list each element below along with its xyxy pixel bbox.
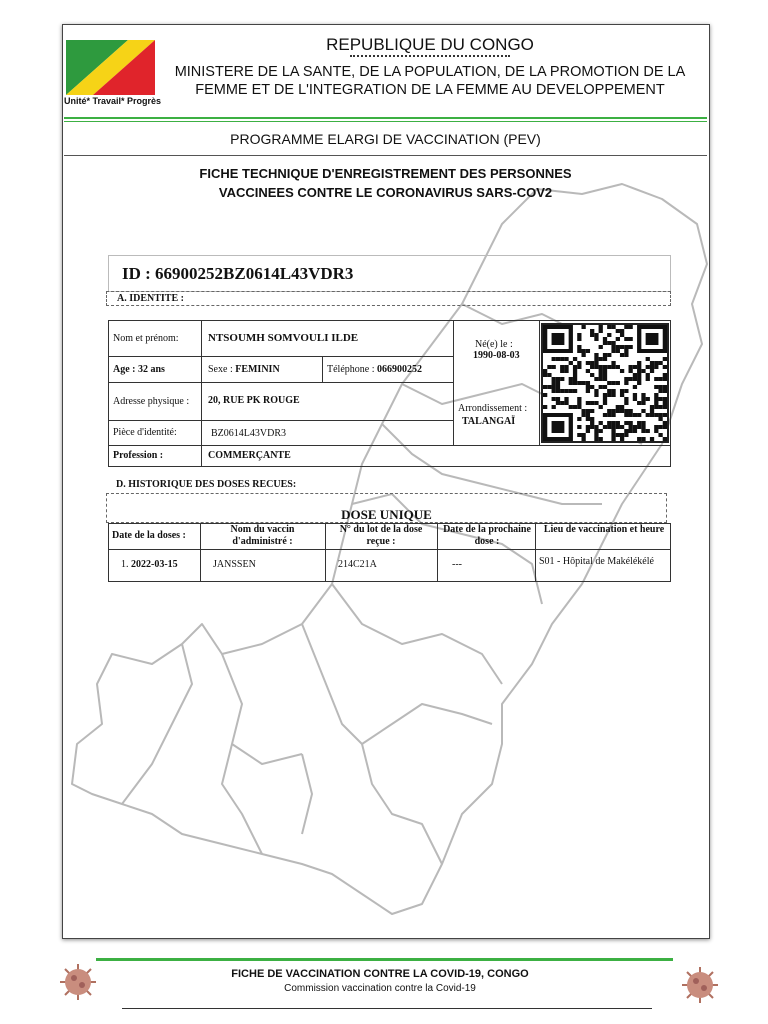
- table-divider: [535, 523, 536, 582]
- id-document-label: Pièce d'identité:: [113, 427, 177, 438]
- header-place: Lieu de vaccination et heure: [543, 524, 665, 535]
- age-text: Age : 32 ans: [113, 364, 165, 375]
- dose-row-lot: 214C21A: [338, 559, 377, 570]
- arrondissement-label: Arrondissement :: [458, 403, 528, 414]
- sex-field: [208, 364, 280, 375]
- sex-label: Sexe :: [208, 364, 233, 375]
- dose-row-date: [121, 559, 178, 570]
- national-motto: Unité* Travail* Progrès: [64, 96, 162, 106]
- address-label: Adresse physique :: [113, 396, 190, 407]
- programme-title: PROGRAMME ELARGI DE VACCINATION (PEV): [230, 131, 541, 147]
- header-date: Date de la doses :: [112, 530, 186, 541]
- table-divider: [539, 320, 540, 445]
- record-id: ID : 66900252BZ0614L43VDR3: [122, 264, 354, 283]
- name-label: Nom et prénom:: [113, 333, 179, 344]
- born-label: Né(e) le :: [475, 339, 513, 350]
- header-next-dose: Date de la prochaine dose :: [443, 524, 531, 547]
- footer-subtitle: Commission vaccination contre la Covid-19: [284, 983, 476, 994]
- programme-divider: [64, 155, 707, 156]
- footer-green-line: [96, 958, 673, 961]
- dose-row-next: ---: [452, 559, 462, 570]
- phone-field: [327, 364, 422, 375]
- identity-section-label: A. IDENTITE :: [106, 291, 671, 306]
- congo-flag: [66, 40, 155, 95]
- table-divider: [108, 382, 453, 383]
- dose-row-index: 1.: [121, 559, 129, 570]
- profession-label: Profession :: [113, 450, 164, 461]
- qr-pattern: [543, 325, 667, 441]
- phone-value: 066900252: [376, 364, 422, 375]
- dose-row-date-value: 2022-03-15: [131, 559, 178, 570]
- virus-icon-left: [58, 962, 98, 1002]
- arrondissement-value: TALANGAÏ: [462, 416, 516, 427]
- title-divider: [350, 55, 510, 57]
- dose-row-place: S01 - Hôpital de Makélékélé: [539, 556, 654, 567]
- id-document-value: BZ0614L43VDR3: [211, 428, 286, 439]
- virus-icon-right: [680, 965, 720, 1005]
- phone-label: Téléphone :: [327, 364, 375, 375]
- ministry-title: [160, 63, 700, 99]
- history-title: DOSE UNIQUE: [341, 507, 432, 522]
- footer-title: FICHE DE VACCINATION CONTRE LA COVID-19, CONGO: [231, 968, 529, 980]
- table-divider: [437, 523, 438, 582]
- republic-title: REPUBLIQUE DU CONGO: [326, 35, 534, 54]
- green-separator: [64, 117, 707, 119]
- ministry-line-2: FEMME ET DE L'INTEGRATION DE LA FEMME AU DEVELOPPEMENT: [195, 82, 665, 98]
- history-section-label: D. HISTORIQUE DES DOSES RECUES:: [116, 479, 297, 490]
- address-value: 20, RUE PK ROUGE: [208, 395, 300, 406]
- fiche-line-1: FICHE TECHNIQUE D'ENREGISTREMENT DES PERSONNES: [199, 166, 572, 181]
- header-lot: N° du lot de la dose reçue :: [339, 524, 423, 547]
- profession-value: COMMERÇANTE: [208, 450, 291, 461]
- footer-rule: [122, 1008, 652, 1009]
- table-divider: [108, 420, 453, 421]
- green-separator-thin: [64, 121, 707, 122]
- table-divider: [325, 523, 326, 582]
- table-divider: [322, 356, 323, 382]
- born-value: 1990-08-03: [473, 350, 520, 361]
- ministry-line-1: MINISTERE DE LA SANTE, DE LA POPULATION, DE LA PROMOTION DE LA: [174, 64, 686, 80]
- table-divider: [200, 523, 201, 582]
- fiche-line-2: VACCINEES CONTRE LE CORONAVIRUS SARS-COV2: [218, 185, 553, 200]
- table-divider: [108, 356, 453, 357]
- sex-value: FEMININ: [235, 364, 280, 375]
- name-value: NTSOUMH SOMVOULI ILDE: [208, 332, 359, 344]
- dose-row-vaccine: JANSSEN: [213, 559, 256, 570]
- table-divider: [453, 320, 454, 445]
- qr-code: [541, 323, 669, 443]
- fiche-title: [64, 164, 707, 202]
- table-divider: [108, 445, 671, 446]
- table-divider: [108, 549, 671, 550]
- header-vaccine: Nom du vaccin d'administré :: [230, 524, 295, 547]
